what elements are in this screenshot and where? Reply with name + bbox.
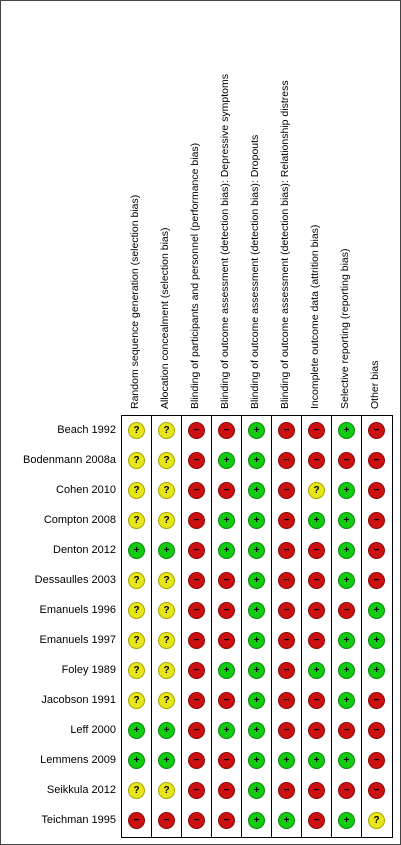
rating-low-mark [308,662,325,679]
rating-symbol: + [343,814,350,826]
rating-low-mark [158,752,175,769]
rating-high-mark [278,572,295,589]
rating-symbol: − [193,544,200,556]
rating-high-mark [218,692,235,709]
grid-column-divider [301,416,302,837]
rating-symbol: − [283,664,290,676]
rating-low-mark [368,602,385,619]
rating-symbol: − [283,724,290,736]
rating-symbol: + [343,634,350,646]
column-header-8: Selective reporting (reporting bias) [339,248,351,409]
rating-symbol: − [133,814,140,826]
rating-symbol: + [253,754,260,766]
rating-symbol: − [223,634,230,646]
rating-high-mark [308,722,325,739]
rating-symbol: + [253,574,260,586]
rating-low-mark [218,542,235,559]
study-label: Emanuels 1997 [39,634,116,646]
rating-symbol: ? [133,604,140,616]
rating-symbol: − [223,694,230,706]
column-headers [0,0,401,412]
rating-symbol: + [253,724,260,736]
rating-symbol: + [223,664,230,676]
rating-high-mark [278,632,295,649]
rating-low-mark [128,542,145,559]
rating-high-mark [188,512,205,529]
rating-unclear-mark [158,482,175,499]
rating-high-mark [188,722,205,739]
rating-low-mark [158,542,175,559]
rating-low-mark [368,662,385,679]
rating-symbol: − [223,604,230,616]
rating-symbol: + [223,454,230,466]
rating-low-mark [278,752,295,769]
rating-low-mark [248,692,265,709]
rating-unclear-mark [128,692,145,709]
rating-low-mark [308,512,325,529]
rating-low-mark [218,722,235,739]
study-label: Cohen 2010 [56,484,116,496]
rating-symbol: − [313,724,320,736]
rating-high-mark [308,692,325,709]
rating-symbol: − [313,424,320,436]
study-label: Bodenmann 2008a [23,454,116,466]
column-header-3: Blinding of participants and personnel (performance bias) [189,142,201,409]
rating-symbol: − [193,814,200,826]
rating-high-mark [278,602,295,619]
study-label: Lemmens 2009 [40,754,116,766]
rating-symbol: + [283,754,290,766]
rating-symbol: − [343,784,350,796]
rating-high-mark [188,782,205,799]
rating-low-mark [338,482,355,499]
rating-symbol: − [283,484,290,496]
rating-symbol: − [343,454,350,466]
rating-symbol: ? [133,634,140,646]
rating-symbol: − [223,574,230,586]
rating-high-mark [368,422,385,439]
rating-low-mark [248,482,265,499]
column-header-2: Allocation concealment (selection bias) [159,227,171,409]
rating-symbol: − [283,634,290,646]
rating-high-mark [188,662,205,679]
rating-high-mark [278,722,295,739]
rating-low-mark [308,752,325,769]
rating-low-mark [338,692,355,709]
column-header-4: Blinding of outcome assessment (detection bias): Depressive symptoms [219,74,231,409]
rating-unclear-mark [158,572,175,589]
grid-column-divider [181,416,182,837]
grid-column-divider [151,416,152,837]
rating-high-mark [308,542,325,559]
rating-symbol: − [373,574,380,586]
rating-unclear-mark [368,812,385,829]
rating-high-mark [368,722,385,739]
rating-unclear-mark [158,782,175,799]
rating-symbol: − [373,694,380,706]
rating-high-mark [368,572,385,589]
rating-high-mark [218,812,235,829]
rating-unclear-mark [158,422,175,439]
rating-high-mark [368,482,385,499]
rating-high-mark [188,752,205,769]
rating-symbol: − [193,574,200,586]
rating-high-mark [158,812,175,829]
rating-symbol: − [313,784,320,796]
rating-low-mark [338,812,355,829]
rating-symbol: ? [163,694,170,706]
rating-unclear-mark [128,512,145,529]
rating-unclear-mark [128,572,145,589]
rating-low-mark [248,782,265,799]
rating-high-mark [308,452,325,469]
rating-unclear-mark [128,632,145,649]
rating-symbol: − [373,484,380,496]
rating-high-mark [338,722,355,739]
rating-high-mark [278,692,295,709]
rating-symbol: + [373,634,380,646]
rating-high-mark [188,482,205,499]
rating-symbol: − [343,724,350,736]
rating-symbol: − [193,484,200,496]
rating-symbol: + [223,724,230,736]
rating-symbol: − [313,544,320,556]
rating-high-mark [218,782,235,799]
study-label: Compton 2008 [43,514,116,526]
column-header-9: Other bias [369,360,381,409]
rating-symbol: ? [163,514,170,526]
rating-symbol: − [373,544,380,556]
rating-symbol: − [223,754,230,766]
rating-high-mark [128,812,145,829]
rating-symbol: − [313,814,320,826]
rating-symbol: + [373,664,380,676]
rating-high-mark [278,422,295,439]
rating-unclear-mark [308,482,325,499]
rating-high-mark [188,572,205,589]
rating-symbol: + [253,514,260,526]
rating-symbol: − [313,694,320,706]
rating-symbol: + [163,724,170,736]
rating-symbol: − [223,484,230,496]
rating-symbol: + [253,634,260,646]
rating-symbol: ? [163,634,170,646]
rating-unclear-mark [128,602,145,619]
grid-column-divider [241,416,242,837]
study-label: Foley 1989 [61,664,116,676]
column-header-7: Incomplete outcome data (attrition bias) [309,224,321,409]
rating-low-mark [248,662,265,679]
study-label: Emanuels 1996 [39,604,116,616]
rating-high-mark [368,752,385,769]
rating-unclear-mark [128,482,145,499]
rating-high-mark [218,422,235,439]
rating-symbol: + [253,814,260,826]
rating-symbol: + [283,814,290,826]
rating-symbol: + [343,514,350,526]
rating-high-mark [368,452,385,469]
rating-symbol: − [193,514,200,526]
rating-symbol: − [313,454,320,466]
rating-symbol: − [373,514,380,526]
rating-symbol: − [193,724,200,736]
rating-symbol: − [193,454,200,466]
grid-column-divider [211,416,212,837]
rating-symbol: ? [163,484,170,496]
rating-high-mark [218,752,235,769]
rating-symbol: ? [133,784,140,796]
rating-symbol: − [373,784,380,796]
rating-symbol: ? [133,454,140,466]
rating-symbol: − [343,604,350,616]
rating-high-mark [278,542,295,559]
rating-symbol: − [373,454,380,466]
rating-high-mark [278,482,295,499]
rating-unclear-mark [158,452,175,469]
rating-unclear-mark [128,782,145,799]
rating-unclear-mark [158,632,175,649]
rating-high-mark [308,602,325,619]
study-label: Jacobson 1991 [41,694,116,706]
rating-low-mark [128,752,145,769]
rating-symbol: + [253,454,260,466]
rating-high-mark [278,512,295,529]
rating-symbol: − [223,814,230,826]
column-header-5: Blinding of outcome assessment (detection bias): Dropouts [249,134,261,409]
rating-high-mark [188,542,205,559]
rating-symbol: + [343,694,350,706]
rating-symbol: + [343,484,350,496]
rating-high-mark [218,602,235,619]
rating-high-mark [218,482,235,499]
rating-high-mark [308,422,325,439]
grid-column-divider [271,416,272,837]
rating-low-mark [218,512,235,529]
rating-symbol: + [133,544,140,556]
rating-low-mark [248,722,265,739]
rating-symbol: − [223,424,230,436]
rating-unclear-mark [158,602,175,619]
rating-symbol: − [193,754,200,766]
rating-symbol: − [223,784,230,796]
rating-high-mark [278,782,295,799]
rating-symbol: + [253,694,260,706]
rating-high-mark [368,512,385,529]
rating-symbol: + [313,664,320,676]
rating-low-mark [338,662,355,679]
rating-symbol: ? [133,424,140,436]
rating-low-mark [158,722,175,739]
rating-symbol: + [253,784,260,796]
rating-high-mark [308,572,325,589]
rating-high-mark [278,452,295,469]
rating-symbol: ? [373,814,380,826]
rating-symbol: + [313,514,320,526]
rating-high-mark [308,782,325,799]
rating-symbol: + [343,664,350,676]
rating-symbol: + [343,544,350,556]
rating-symbol: + [343,574,350,586]
rating-low-mark [248,572,265,589]
rating-symbol: − [283,604,290,616]
rating-symbol: + [253,424,260,436]
rating-symbol: + [223,514,230,526]
rating-low-mark [248,812,265,829]
rating-symbol: ? [163,424,170,436]
rating-unclear-mark [158,662,175,679]
rating-symbol: − [193,694,200,706]
rating-symbol: − [193,784,200,796]
rating-low-mark [218,452,235,469]
rating-low-mark [278,812,295,829]
rating-low-mark [338,542,355,559]
rating-symbol: + [343,754,350,766]
rating-unclear-mark [128,662,145,679]
study-label: Dessaulles 2003 [34,574,116,586]
rating-symbol: − [283,514,290,526]
study-label: Denton 2012 [53,544,116,556]
rating-high-mark [368,542,385,559]
rating-unclear-mark [128,452,145,469]
rating-low-mark [248,542,265,559]
rating-symbol: − [283,454,290,466]
rating-symbol: ? [133,484,140,496]
rating-symbol: + [253,604,260,616]
rating-low-mark [128,722,145,739]
rating-high-mark [188,812,205,829]
rating-symbol: ? [163,784,170,796]
rating-symbol: ? [133,514,140,526]
rating-symbol: + [253,544,260,556]
rating-symbol: − [283,544,290,556]
rating-symbol: − [313,634,320,646]
rating-high-mark [338,602,355,619]
rating-low-mark [338,752,355,769]
grid-column-divider [331,416,332,837]
rating-high-mark [188,692,205,709]
rating-symbol: − [193,424,200,436]
rating-low-mark [338,512,355,529]
rating-symbol: − [313,604,320,616]
rating-symbol: ? [133,664,140,676]
rating-high-mark [368,692,385,709]
rating-symbol: ? [133,574,140,586]
study-label: Beach 1992 [57,424,116,436]
rating-symbol: − [283,694,290,706]
rating-symbol: − [373,424,380,436]
rating-low-mark [248,632,265,649]
rating-high-mark [278,662,295,679]
rating-symbol: ? [133,694,140,706]
study-label: Seikkula 2012 [46,784,116,796]
rating-low-mark [248,752,265,769]
rating-low-mark [248,602,265,619]
rating-unclear-mark [158,692,175,709]
rating-symbol: ? [163,664,170,676]
rating-low-mark [248,452,265,469]
rating-symbol: − [283,784,290,796]
rating-symbol: + [253,664,260,676]
rating-symbol: ? [163,574,170,586]
rating-high-mark [188,452,205,469]
rating-symbol: + [163,754,170,766]
rating-high-mark [338,782,355,799]
rating-high-mark [308,632,325,649]
rating-high-mark [188,632,205,649]
risk-of-bias-grid [121,415,393,838]
rating-low-mark [248,512,265,529]
rating-high-mark [338,452,355,469]
grid-column-divider [361,416,362,837]
rating-symbol: − [193,634,200,646]
column-header-1: Random sequence generation (selection bias) [129,194,141,409]
rating-symbol: − [193,604,200,616]
rating-symbol: − [193,664,200,676]
rating-symbol: + [313,754,320,766]
column-header-6: Blinding of outcome assessment (detection bias): Relationship distress [279,80,291,409]
rating-symbol: − [163,814,170,826]
rating-symbol: + [133,754,140,766]
rating-high-mark [368,782,385,799]
rating-symbol: + [373,604,380,616]
rating-unclear-mark [128,422,145,439]
study-label: Teichman 1995 [41,814,116,826]
rating-low-mark [338,632,355,649]
rating-high-mark [188,602,205,619]
rating-low-mark [218,662,235,679]
rating-low-mark [338,572,355,589]
rating-high-mark [308,812,325,829]
rating-symbol: + [343,424,350,436]
rating-symbol: + [163,544,170,556]
rating-symbol: − [373,724,380,736]
rating-symbol: − [373,754,380,766]
rating-symbol: − [283,424,290,436]
rating-symbol: + [253,484,260,496]
rating-symbol: ? [313,484,320,496]
rating-symbol: + [223,544,230,556]
rating-low-mark [338,422,355,439]
rating-low-mark [368,632,385,649]
rating-symbol: − [283,574,290,586]
study-label: Leff 2000 [70,724,116,736]
rating-symbol: ? [163,454,170,466]
rating-low-mark [248,422,265,439]
rating-high-mark [188,422,205,439]
rating-high-mark [218,572,235,589]
rating-symbol: ? [163,604,170,616]
rating-symbol: + [133,724,140,736]
rating-symbol: − [313,574,320,586]
rating-unclear-mark [158,512,175,529]
rating-high-mark [218,632,235,649]
